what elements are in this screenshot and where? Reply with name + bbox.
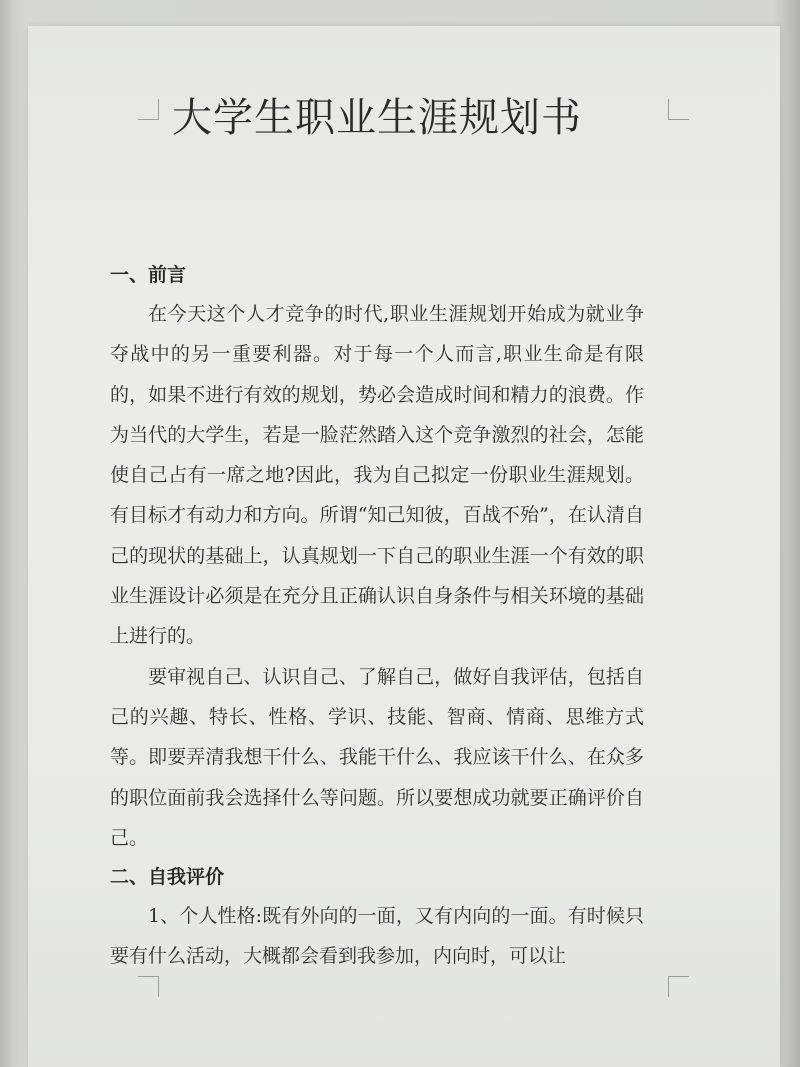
section-heading-preface: 一、前言 — [110, 264, 187, 286]
paragraph: 1、个人性格:既有外向的一面，又有内向的一面。有时候只要有什么活动，大概都会看到我参加，内向时，可以让 — [110, 905, 644, 968]
margin-corner-mark-bottom-right — [668, 976, 689, 997]
document-body[interactable] — [110, 88, 644, 977]
section-heading-self-evaluation: 二、自我评价 — [110, 866, 225, 889]
margin-corner-mark-top-right — [668, 99, 689, 120]
document-title: 大学生职业生涯规划书 — [172, 95, 582, 141]
paragraph: 要审视自己、认识自己、了解自己，做好自我评估，包括自己的兴趣、特长、性格、学识、技能、智商、情商、思维方式等。即要弄清我想干什么、我能干什么、我应该干什么、在众多的职位面前我会选择什么等问题。所以要想成功就要正确评价自己。 — [110, 665, 644, 849]
margin-corner-mark-bottom-left — [138, 976, 159, 997]
paragraph: 在今天这个人才竞争的时代,职业生涯规划开始成为就业争夺战中的另一重要利器。对于每一个人而言,职业生命是有限的，如果不进行有效的规划，势必会造成时间和精力的浪费。作为当代的大学生，若是一脸茫然踏入这个竞争激烈的社会，怎能使自己占有一席之地?因此，我为自己拟定一份职业生涯规划。有目标才有动力和方向。所谓“知己知彼，百战不殆”，在认清自己的现状的基础上，认真规划一下自己的职业生涯一个有效的职业生涯设计必须是在充分且正确认识自身条件与相关环境的基础上进行的。 — [110, 303, 644, 648]
